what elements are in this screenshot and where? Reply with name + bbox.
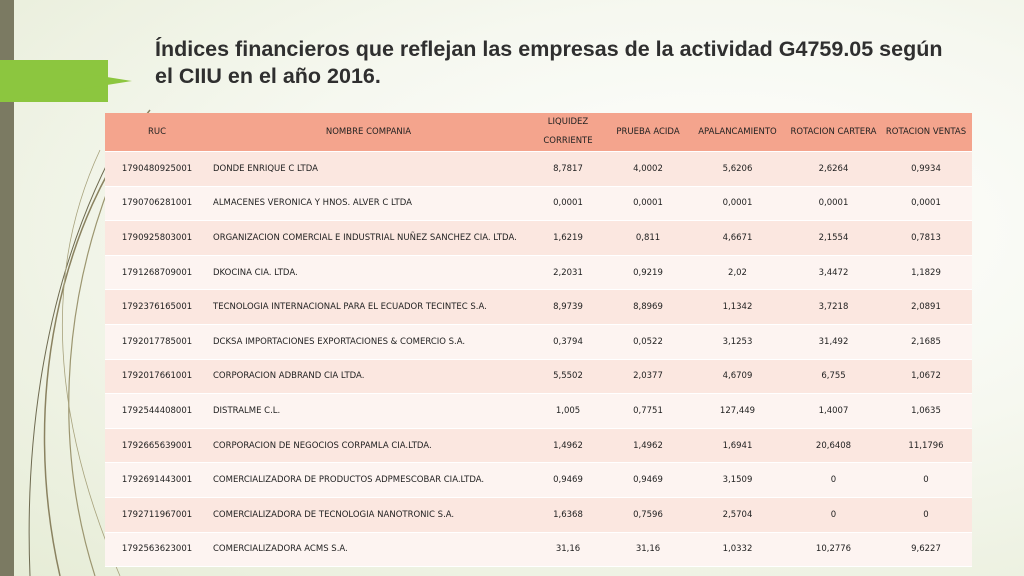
cell-liquidez: 31,16: [528, 532, 608, 567]
cell-nombre: DCKSA IMPORTACIONES EXPORTACIONES & COMERCIO S.A.: [209, 324, 528, 359]
cell-rotacion-ventas: 0,7813: [880, 221, 972, 256]
table-row: [105, 324, 972, 359]
cell-nombre: DISTRALME C.L.: [209, 394, 528, 429]
financial-table-container: [105, 113, 972, 567]
cell-nombre: CORPORACION ADBRAND CIA LTDA.: [209, 359, 528, 394]
cell-rotacion-ventas: 0: [880, 463, 972, 498]
cell-ruc: 1790706281001: [105, 186, 209, 221]
cell-ruc: 1792711967001: [105, 497, 209, 532]
cell-apalancamiento: 2,02: [688, 255, 787, 290]
table-row: [105, 532, 972, 567]
table-row: [105, 497, 972, 532]
col-header-liquidez: LIQUIDEZ CORRIENTE: [528, 113, 608, 152]
cell-ruc: 1792563623001: [105, 532, 209, 567]
cell-nombre: CORPORACION DE NEGOCIOS CORPAMLA CIA.LTDA.: [209, 428, 528, 463]
cell-rotacion-ventas: 1,0672: [880, 359, 972, 394]
cell-liquidez: 1,005: [528, 394, 608, 429]
cell-rotacion-cartera: 0: [787, 463, 880, 498]
cell-rotacion-ventas: 2,0891: [880, 290, 972, 325]
col-header-prueba-acida: PRUEBA ACIDA: [608, 113, 688, 152]
cell-rotacion-ventas: 0,0001: [880, 186, 972, 221]
cell-apalancamiento: 4,6709: [688, 359, 787, 394]
cell-rotacion-cartera: 2,6264: [787, 152, 880, 187]
cell-apalancamiento: 0,0001: [688, 186, 787, 221]
cell-liquidez: 1,4962: [528, 428, 608, 463]
cell-prueba-acida: 2,0377: [608, 359, 688, 394]
cell-ruc: 1792017785001: [105, 324, 209, 359]
cell-liquidez: 8,7817: [528, 152, 608, 187]
table-row: [105, 463, 972, 498]
cell-apalancamiento: 1,6941: [688, 428, 787, 463]
cell-liquidez: 0,0001: [528, 186, 608, 221]
cell-rotacion-ventas: 2,1685: [880, 324, 972, 359]
table-header-row: [105, 113, 972, 152]
cell-rotacion-cartera: 2,1554: [787, 221, 880, 256]
cell-liquidez: 5,5502: [528, 359, 608, 394]
cell-rotacion-ventas: 11,1796: [880, 428, 972, 463]
cell-apalancamiento: 3,1509: [688, 463, 787, 498]
arrow-decoration: [0, 60, 132, 102]
cell-liquidez: 0,3794: [528, 324, 608, 359]
cell-rotacion-cartera: 0: [787, 497, 880, 532]
col-header-nombre: NOMBRE COMPANIA: [209, 113, 528, 152]
cell-rotacion-cartera: 20,6408: [787, 428, 880, 463]
table-row: [105, 290, 972, 325]
cell-rotacion-ventas: 0: [880, 497, 972, 532]
cell-liquidez: 1,6368: [528, 497, 608, 532]
cell-rotacion-cartera: 10,2776: [787, 532, 880, 567]
col-header-rotacion-cartera: ROTACION CARTERA: [787, 113, 880, 152]
cell-ruc: 1792544408001: [105, 394, 209, 429]
cell-ruc: 1790925803001: [105, 221, 209, 256]
cell-apalancamiento: 3,1253: [688, 324, 787, 359]
cell-ruc: 1792691443001: [105, 463, 209, 498]
cell-apalancamiento: 2,5704: [688, 497, 787, 532]
cell-prueba-acida: 0,9219: [608, 255, 688, 290]
cell-prueba-acida: 1,4962: [608, 428, 688, 463]
cell-nombre: ALMACENES VERONICA Y HNOS. ALVER C LTDA: [209, 186, 528, 221]
cell-ruc: 1791268709001: [105, 255, 209, 290]
table-row: [105, 221, 972, 256]
cell-nombre: DONDE ENRIQUE C LTDA: [209, 152, 528, 187]
cell-rotacion-ventas: 9,6227: [880, 532, 972, 567]
cell-rotacion-ventas: 0,9934: [880, 152, 972, 187]
cell-liquidez: 1,6219: [528, 221, 608, 256]
table-row: [105, 359, 972, 394]
cell-prueba-acida: 0,811: [608, 221, 688, 256]
cell-nombre: DKOCINA CIA. LTDA.: [209, 255, 528, 290]
cell-prueba-acida: 0,7751: [608, 394, 688, 429]
cell-rotacion-cartera: 0,0001: [787, 186, 880, 221]
cell-prueba-acida: 31,16: [608, 532, 688, 567]
table-row: [105, 394, 972, 429]
cell-apalancamiento: 4,6671: [688, 221, 787, 256]
cell-rotacion-cartera: 1,4007: [787, 394, 880, 429]
cell-ruc: 1790480925001: [105, 152, 209, 187]
cell-apalancamiento: 5,6206: [688, 152, 787, 187]
cell-apalancamiento: 127,449: [688, 394, 787, 429]
cell-rotacion-cartera: 31,492: [787, 324, 880, 359]
cell-ruc: 1792017661001: [105, 359, 209, 394]
cell-prueba-acida: 8,8969: [608, 290, 688, 325]
cell-prueba-acida: 0,0522: [608, 324, 688, 359]
table-row: [105, 255, 972, 290]
cell-rotacion-cartera: 3,7218: [787, 290, 880, 325]
cell-nombre: COMERCIALIZADORA ACMS S.A.: [209, 532, 528, 567]
cell-liquidez: 8,9739: [528, 290, 608, 325]
table-row: [105, 152, 972, 187]
cell-rotacion-ventas: 1,1829: [880, 255, 972, 290]
table-row: [105, 428, 972, 463]
col-header-apalancamiento: APALANCAMIENTO: [688, 113, 787, 152]
cell-liquidez: 2,2031: [528, 255, 608, 290]
col-header-rotacion-ventas: ROTACION VENTAS: [880, 113, 972, 152]
page-title: Índices financieros que reflejan las empresas de la actividad G4759.05 según el CIIU en el año 2016.: [155, 37, 943, 88]
cell-rotacion-cartera: 6,755: [787, 359, 880, 394]
cell-prueba-acida: 0,7596: [608, 497, 688, 532]
cell-nombre: ORGANIZACION COMERCIAL E INDUSTRIAL NUÑEZ SANCHEZ CIA. LTDA.: [209, 221, 528, 256]
cell-rotacion-ventas: 1,0635: [880, 394, 972, 429]
financial-table: [105, 113, 972, 567]
cell-nombre: COMERCIALIZADORA DE PRODUCTOS ADPMESCOBAR CIA.LTDA.: [209, 463, 528, 498]
cell-prueba-acida: 0,0001: [608, 186, 688, 221]
cell-ruc: 1792376165001: [105, 290, 209, 325]
cell-prueba-acida: 0,9469: [608, 463, 688, 498]
cell-ruc: 1792665639001: [105, 428, 209, 463]
cell-nombre: COMERCIALIZADORA DE TECNOLOGIA NANOTRONIC S.A.: [209, 497, 528, 532]
cell-apalancamiento: 1,0332: [688, 532, 787, 567]
cell-prueba-acida: 4,0002: [608, 152, 688, 187]
table-row: [105, 186, 972, 221]
col-header-ruc: RUC: [105, 113, 209, 152]
cell-liquidez: 0,9469: [528, 463, 608, 498]
cell-rotacion-cartera: 3,4472: [787, 255, 880, 290]
cell-apalancamiento: 1,1342: [688, 290, 787, 325]
cell-nombre: TECNOLOGIA INTERNACIONAL PARA EL ECUADOR TECINTEC S.A.: [209, 290, 528, 325]
